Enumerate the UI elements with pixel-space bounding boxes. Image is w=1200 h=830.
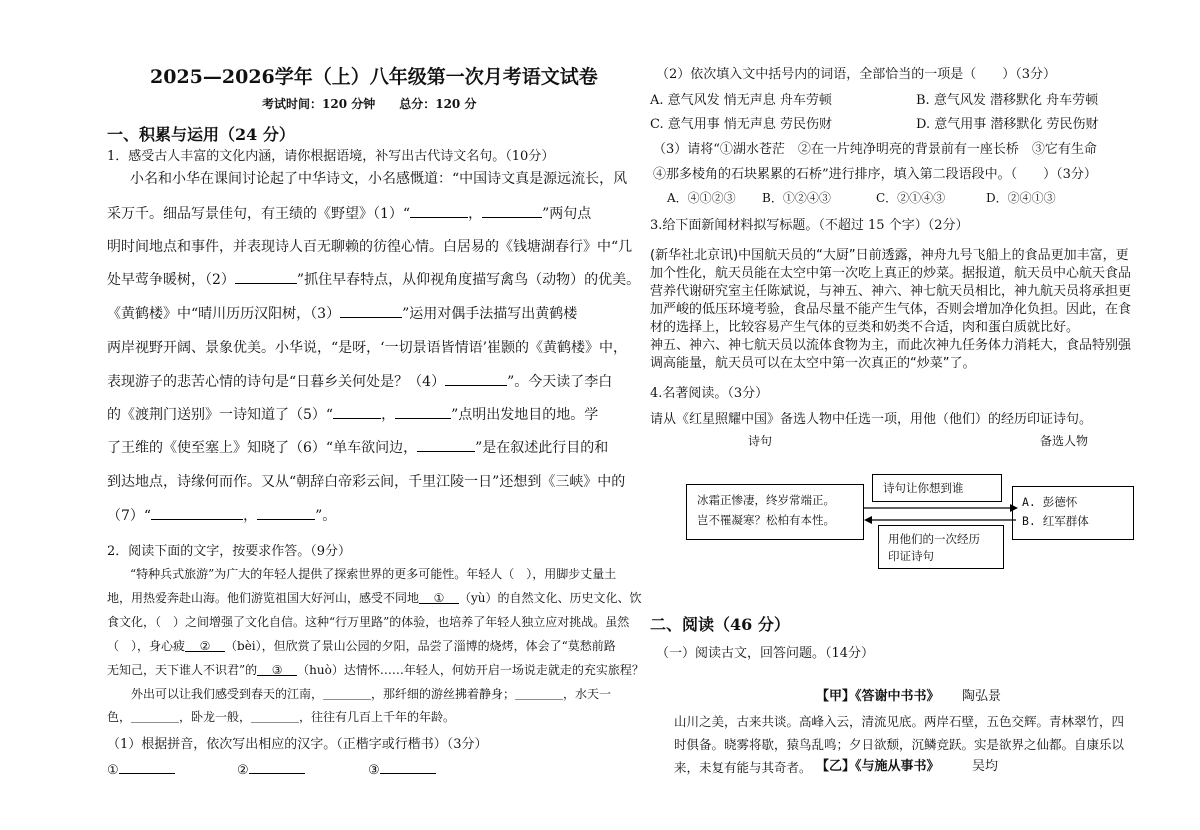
diagram-arrows <box>860 500 1020 530</box>
people-option[interactable]: A. 彭德怀 <box>1022 495 1078 509</box>
q2-para: 地，用热爱奔赴山海。他们游览祖国大好河山，感受不同地 ① （yù）的自然文化、历史文化、饮 <box>107 591 642 605</box>
answer-blank[interactable] <box>151 505 243 520</box>
arrow-box-bottom <box>878 525 1004 569</box>
q2-prompt: 2．阅读下面的文字，按要求作答。（9分） <box>107 544 352 559</box>
q3-news-para: (新华社北京讯)中国航天员的“大厨”日前透露，神舟九号飞船上的食品更加丰富，更加个性化，航天员能在太空中第一次吃上真正的炒菜。据报道，航天员中心航天食品营养代谢研究室主任陈斌说，与神五、神六、神七航天员相比，神九航天员将承担更加严峻的低压环境考验，食品尽量不能产生气体，否则会增加净化负担。因此，在食材的选择上，比较容易产生气体的豆类和奶类不合适，肉和蛋白质就比好。 <box>650 248 1132 335</box>
q2-sub2-prompt: （2）依次填入文中括号内的词语，全部恰当的一项是（ ）（3分） <box>656 67 1057 82</box>
q2-sub1-answers: ① <box>107 760 175 778</box>
q2-sub1-answers: ② <box>237 760 305 778</box>
arrow-label: 诗句让你想到谁 <box>883 481 964 495</box>
q1-line: 表现游子的悲苦心情的诗句是“日暮乡关何处是？（4） ”。今天读了李白 <box>107 371 612 391</box>
answer-blank[interactable] <box>249 760 305 774</box>
poem-line: 岂不罹凝寒？松柏有本性。 <box>697 513 835 527</box>
q1-line: 《黄鹤楼》中“晴川历历汉阳树，（3） ”运用对偶手法描写出黄鹤楼 <box>107 303 577 323</box>
answer-blank[interactable] <box>235 269 297 284</box>
q2-sub3-option-d[interactable]: D．②④①③ <box>986 191 1056 205</box>
answer-blank[interactable] <box>395 404 451 419</box>
q2-sub3-option-b[interactable]: B．①②④③ <box>762 191 831 205</box>
q4-label-people: 备选人物 <box>1040 434 1089 448</box>
answer-blank[interactable] <box>482 203 542 218</box>
section1-heading: 一、积累与运用（24 分） <box>107 125 295 144</box>
q3-news <box>650 247 1135 373</box>
q2-para2: 外出可以让我们感受到春天的江南，＿＿＿＿，那纤细的游丝拂着静身；＿＿＿＿，水天一色，＿＿＿＿，卧龙一般，＿＿＿＿，往往有几百上千年的年龄。 <box>107 687 612 724</box>
q2-para: “特种兵式旅游”为广大的年轻人提供了探索世界的更多可能性。年轻人（ ），用脚步丈量土 <box>130 567 617 581</box>
q2-sub2-option-c[interactable]: C. 意气用事 悄无声息 劳民伤财 <box>650 117 833 132</box>
exam-subtitle: 考试时间：120 分钟 总分：120 分 <box>262 97 477 111</box>
q2-sub2-option-d[interactable]: D. 意气用事 潜移默化 劳民伤财 <box>916 117 1099 132</box>
arrow-left-icon <box>864 516 872 524</box>
text-a-title: 【甲】《答谢中书书》 陶弘景 <box>816 689 1002 704</box>
q1-line: 到达地点，诗缘何而作。又从“朝辞白帝彩云间，千里江陵一日”还想到《三峡》中的 <box>107 474 626 490</box>
answer-blank[interactable] <box>410 203 468 218</box>
text-b-title: 【乙】《与施从事书》 吴均 <box>816 759 999 774</box>
arrow-label: 印证诗句 <box>888 549 934 563</box>
q1-line: 小名和小华在课间讨论起了中华诗文，小名感慨道：“中国诗文真是源远流长，风 <box>130 171 628 187</box>
q2-para: 无知己，天下谁人不识君”的 ③ （huò）达情怀……年轻人，何妨开启一场说走就走的充实旅程？ <box>107 663 644 677</box>
arrow-label: 用他们的一次经历 <box>888 532 980 546</box>
q2-para: （ ），身心疲 ② （bèi），但欣赏了景山公园的夕阳，品尝了淄博的烧烤，体会了“莫愁前路 <box>107 639 616 653</box>
exam-title: 2025—2026学年（上）八年级第一次月考语文试卷 <box>150 66 598 88</box>
answer-blank[interactable] <box>445 371 507 386</box>
q1-line: （7）“ ， ”。 <box>107 505 336 525</box>
pinyin-blank[interactable]: ③ <box>257 663 297 676</box>
pinyin-blank[interactable]: ② <box>185 639 225 652</box>
people-box <box>1012 486 1134 540</box>
q3-news-para: 神五、神六、神七航天员以流体食物为主，而此次神九任务体力消耗大，食品特别强调高能量，航天员可以在太空中第一次真正的“炒菜”了。 <box>650 338 1132 371</box>
q1-line: 采万千。细品写景佳句，有王绩的《野望》（1）“ ， ”两句点 <box>107 203 591 223</box>
poem-box <box>686 484 864 540</box>
people-option[interactable]: B. 红军群体 <box>1022 514 1089 528</box>
q1-line: 处早莺争暖树，（2） ”抓住早春特点，从仰视角度描写禽鸟（动物）的优美。 <box>107 269 640 289</box>
q3-prompt: 3.给下面新闻材料拟写标题。（不超过 15 个字）（2分） <box>650 218 969 233</box>
q2-sub3-line: ④那多棱角的石块累累的石桥”进行排序，填入第二段语段中。（ ）（3分） <box>653 167 1097 182</box>
section2-heading: 二、阅读（46 分） <box>650 615 790 634</box>
answer-blank[interactable] <box>417 437 475 452</box>
q2-sub3-option-a[interactable]: A．④①②③ <box>667 191 736 205</box>
answer-blank[interactable] <box>380 760 436 774</box>
q2-sub2-option-b[interactable]: B. 意气风发 潜移默化 舟车劳顿 <box>916 93 1099 108</box>
text-a-body: 山川之美，古来共谈。高峰入云，清流见底。两岸石壁，五色交辉。青林翠竹，四时俱备。晓雾将歇，猿鸟乱鸣；夕日欲颓，沉鳞竞跃。实是欲界之仙都。自康乐以来，未复有能与其奇者。 <box>674 714 1125 775</box>
q1-line: 明时间地点和事件，并表现诗人百无聊赖的彷徨心情。白居易的《钱塘湖春行》中“几 <box>107 239 633 255</box>
poem-line: 冰霜正惨凄，终岁常端正。 <box>697 493 835 507</box>
q4-instruction: 请从《红星照耀中国》备选人物中任选一项，用他（他们）的经历印证诗句。 <box>650 412 1093 427</box>
answer-blank[interactable] <box>119 760 175 774</box>
arrow-right-icon <box>1010 504 1018 512</box>
pinyin-blank[interactable]: ① <box>419 591 459 604</box>
q2-sub2-option-a[interactable]: A. 意气风发 悄无声息 舟车劳顿 <box>650 93 832 108</box>
q2-sub3-line: （3）请将“①湖水苍茫 ②在一片纯净明亮的背景前有一座长桥 ③它有生命 <box>653 142 1097 157</box>
q2-para: 食文化，（ ）之间增强了文化自信。这种“行万里路”的体验，也培养了年轻人独立应对挑战。虽然 <box>107 615 630 629</box>
arrow-box-top <box>872 474 1002 502</box>
q4-prompt: 4.名著阅读。（3分） <box>650 386 769 401</box>
q1-line: 两岸视野开阔、景象优美。小华说，“是呀，‘一切景语皆情语’崔颢的《黄鹤楼》中， <box>107 340 628 356</box>
q1-line: 的《渡荆门送别》一诗知道了（5）“ ， ”点明出发地目的地。学 <box>107 404 598 424</box>
section2-sub1: （一）阅读古文，回答问题。（14分） <box>656 646 875 661</box>
q2-sub1-prompt: （1）根据拼音，依次写出相应的汉字。（正楷字或行楷书）（3分） <box>107 737 488 752</box>
q4-label-poem: 诗句 <box>748 434 773 448</box>
q1-line: 了王维的《使至塞上》知晓了（6）“单车欲问边， ”是在叙述此行目的和 <box>107 437 608 457</box>
answer-blank[interactable] <box>340 303 402 318</box>
q2-sub1-answers: ③ <box>368 760 436 778</box>
answer-blank[interactable] <box>257 505 315 520</box>
answer-blank[interactable] <box>333 404 381 419</box>
q1-prompt: 1．感受古人丰富的文化内涵，请你根据语境，补写出古代诗文名句。（10分） <box>107 149 555 164</box>
q2-sub3-option-c[interactable]: C．②①④③ <box>876 191 946 205</box>
